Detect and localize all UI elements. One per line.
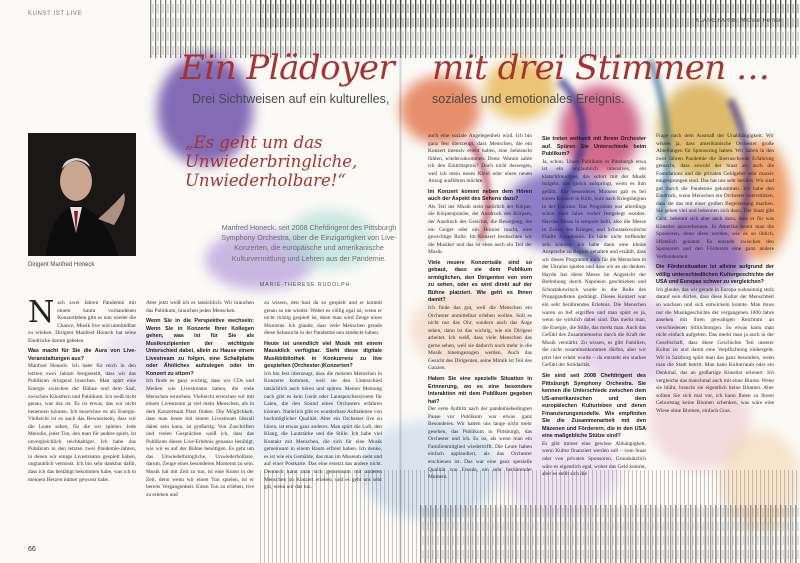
conductor-portrait-image	[28, 133, 136, 256]
page-number: 66	[28, 546, 36, 553]
running-head: KLANG.FARBE. Michael Fernée	[695, 18, 782, 24]
section-label: KUNST IST LIVE	[28, 11, 83, 17]
body-paragraph: Ich bin fest überzeugt, dass die meisten Menschen in Konzerte kommen, weil sie den Unterschied tatsächlich auch hören und spüren. Meiner Meinung nach gibt es kein Gerät oder Lautsprechersystem für Laien, die den Sound eines Orchesters erfahren können. Natürlich gibt es wunderbare Aufnahmen von hochmöglicher Qualität. Aber ein Orchester live zu hören, ist etwas ganz anderes. Man spürt die Luft, den Klang, die Lautstärke und die Stille. Ich habe viel Kontakt mit Menschen, die sich für eine Musik gemeinsam in einem Raum erfreut haben. Ich denke, es ist wie ein Gemälde, das man im Museum sieht und auf einer Postkarte. Das eine ersetzt das andere nicht. Dennoch kann man sich gemeinsam mit anderen Menschen im Konzert erleben, und es geht uns sehr gut, wenn wir das tun.	[264, 370, 382, 491]
interview-question: Im Konzert kommt neben dem Hören auch der Aspekt des Sehens dazu?	[428, 188, 532, 203]
interview-question: Die Fördersituation ist alleine aufgrund der völlig unterschiedlichen Kulturgeschichte der USA und Europas schwer zu vergleichen?	[656, 264, 774, 286]
body-paragraph: Ich finde das gut, weil die Menschen ein Orchester unmittelbar erleben wollen. Soll es nicht nur das Ohr, sondern auch das Auge sehen, dann ist das wichtig, wie ein Dirigent arbeitet. Ich weiß, dass viele Menschen das gerne sehen, weil sie dadurch noch mehr in die Musik hineingezogen werden. Auch das Gesicht des Dirigenten, seine Mimik ist Teil des Ganzen.	[428, 305, 532, 372]
dropcap: N	[28, 300, 55, 330]
body-paragraph: Aber jetzt weiß ich es tatsächlich: Wir brauchen das Publikum, brauchen jeden Menschen.	[146, 300, 254, 314]
interview-question: Haben Sie eine spezielle Situation in Erinnerung, wo es eine besondere Interaktion mit dem Publikum gegeben hat?	[428, 375, 532, 405]
lead-text: ach zwei Jahren Pandemie mit einem kaum vorhandenen Konzertleben gibt es nun wieder die Chance, Musik live und unmittelbar zu erleben. Dirigent Manfred Honeck hat seine Eindrücke darum gebeten.	[28, 300, 136, 344]
interview-question: Was macht für Sie die Aura von Live-Veranstaltungen aus?	[28, 348, 136, 362]
text-column-4	[428, 133, 532, 538]
body-paragraph: zu wissen, den hast du so gespielt und er kommt genau so nie wieder. Wobei es völlig egal ist, wenn er nicht richtig gespielt ist, denn man wird Zeuge eines Moments. Ich glaube, dass viele Menschen gerade diese Sehnsucht in der Pandemie neu entdeckt haben.	[264, 300, 382, 337]
body-paragraph: Es gibt immer eine gewisse Abhängigkeit, wenn Kultur finanziert werden soll – vom Staat oder von privaten Sponsoren. Grundsätzlich wäre es eigentlich egal, woher das Geld kommt, aber es stellt sich die	[542, 440, 646, 478]
article-intro: Manfred Honeck, seit 2008 Chefdirigent des Pittsburgh Symphony Orchestra, über die Einzigartigkeit von Live-Konzerten, die europäische und amerikanische Kulturvermittlung und Lehren aus der Pandemie.	[221, 223, 397, 263]
pull-quote: „Es geht um das Unwiederbringliche, Unwiederholbare!“	[185, 133, 358, 190]
author-byline: MARIE-THERESE RUDOLPH	[259, 282, 351, 288]
interview-question: Viele neuere Konzertsäle sind so gebaut, dass sie dem Publikum ermöglichen, den Dirigenten von vorn zu sehen, oder es wird direkt auf der Bühne platziert. Wie geht es Ihnen damit?	[428, 259, 532, 304]
headline-part1: Ein Plädoyer	[180, 48, 395, 88]
text-column-2	[146, 300, 254, 540]
body-paragraph: Frage nach dem Ausmaß der Unabhängigkeit. Wir wissen ja, dass amerikanische Orchester große Abteilungen für Sponsoring haben. Wir haben in den zwei Jahren Pandemie die überraschende Erfahrung gemacht, dass sowohl der Staat als auch die Foundations und die privaten Geldgeber sehr massiv eingesprungen sind. Das hat uns sehr berührt. Wir sind gut durch die Pandemie gekommen. Ich habe den Eindruck, wenn Menschen ein Orchester unterstützen, dass sie das mit einer großen Begeisterung machen. Sie gehen viel und bekennen sich dazu. Der Staat gibt Geld, bekennt sich aber auch dazu, dass er für was Künstler anzuerkennen. In Amerika kennt man die Sponsoren, denn diese werden, wie es so üblich, öffentlich genannt. Es entsteht zwischen den Sponsoren und den Förderern eine ganz andere Verbundenheit.	[656, 133, 774, 260]
interview-question: Heute ist unendlich viel Musik mit einem Mausklick verfügbar. Steht diese digitale Musikbibliothek in Konkurrenz zu live gespielten (Orchester-)Konzerten?	[264, 340, 382, 370]
body-paragraph: auch eine soziale Angelegenheit wird. Ich bin ganz fest überzeugt, dass Menschen, die ein Konzert intensiv erlebt haben, eine Sehnsucht fühlen, wiederzukommen. Denn: Warum zahle ich den Eintrittspreis? Doch nicht deswegen, weil ich mein neues Kleid oder einen neuen Anzug ausführen möchte.	[428, 133, 532, 185]
subhead-part1: Drei Sichtweisen auf ein kulturelles,	[192, 92, 390, 106]
interview-question: Wenn Sie in die Perspektive wechseln: Wenn Sie in Konzerte Ihrer Kollegen gehen, was ist für Sie als Musikrezipienten der wichtigste Unterschied dabei, allein zu Hause einem Livestream zu folgen, eine Schallplatte oder Ähnliches aufzulegen oder im Konzert zu sitzen?	[146, 318, 254, 377]
text-column-3	[264, 300, 382, 540]
interview-question: Sie sind seit 2008 Chefdirigent des Pittsburgh Symphony Orchestra. Sie kennen die Unterschiede zwischen dem US-amerikanischen und dem europäischen Kulturleben und deren Finanzierungsmodelle. Wie empfinden Sie die Zusammenarbeit mit den Mäzenen und Förderern, die in den USA eine maßgebliche Stütze sind?	[542, 372, 646, 440]
text-column-1	[28, 300, 136, 540]
body-paragraph: Manfred Honeck: Ich habe für mich in den letzten zwei Jahren festgestellt, dass wir das Publikum dringend brauchen. Man spürt eine Energie zwischen der Bühne und dem Saal, zwischen Künstlern und Publikum. Ich weiß nicht genau, was das ist. Es ist etwas, das wir nicht benennen können. Ich bezeichne es als Energie. Vielleicht ist es auch das Bewusstsein, dass wir die Leute sehen, für die wir spielen. Jede Melodie, jeder Ton, den man für andere spielt, ist unvergleichlich reichhaltiger. Ich habe das Publikum in den letzten zwei Pandemie-Jahren, in denen wir einige Livestreams gespielt haben, unglaublich vermisst. Ich bin sehr dankbar dafür, dass ich das bestätigt bekommen habe, was ich in meinem Herzen immer gewusst habe.	[28, 363, 136, 483]
body-paragraph: Ja, schon. Unser Publikum in Pittsburgh etwa ist ein unglaublich intensives, ein klatschfreudiges, das sofort mit der Musik mitgeht, das gleich aufspringt, wenn es ihm gefällt. Ein besonderes Moment gab es bei einem Konzert in Köln, kurz nach Kriegsbeginn in der Ukraine. Das Programm war allerdings schon zwei Jahre vorher festgelegt worden: Haydns Missa in tempore belli, also die Messe in Zeiten des Krieges, und Schostakowitschs Fünfte Symphonie. Es hätte nicht treffender sein können. Ich habe dann eine kleine Ansprache zu Beginn gehalten und erzählt, dass wir dieses Programm auch für die Menschen in der Ukraine spielen und dass wir an sie denken. Haydn hat diese Messe im Angesicht der Bedrohung durch Napoleon geschrieben und Schostakowitsch wurde in die Rolle des Propagandisten gedrängt. Dieses Konzert war ein sehr berührendes Erlebnis. Die Menschen waren so tief ergriffen und man spürt es ja, wenn sie wirklich dabei sind. Das merkt man, die Energie, die Stille, das merkt man. Auch das Gefühl des Zusammenseins durch die Kraft der Musik verstärkt. Zu wissen, es gibt Familien, die nicht zusammenkommen dürfen, aber wir jetzt hier erlebt wurde – da entsteht ein starkes Gefühl der Solidarität.	[542, 158, 646, 369]
body-paragraph: Ich finde es ganz wichtig, dass wir CDs und Medien wie Livestreams haben, die viele Menschen erreichen. Vielleicht erreichen wir mit einem Livestream ja viel mehr Menschen, als in dem Konzertsaal Platz finden. Die Möglichkeit, dass man heute mit einem Livestream überall dabei sein kann, ist großartig. Von Zuschriften und vielen Gesprächen weiß ich, dass das Publikum dieses Live-Erlebnis genauso benötigt, wie wir es auf der Bühne benötigen. Es geht um das Unwiederbringliche, Unwiederholbare, darum, Zeuge eines besonderen Moments zu sein. Musik hat mit Zeit zu tun, ist eine Kunst in der Zeit, denn wenn wir einen Ton spielen, ist er bereits Vergangenheit. Einen Ton zu erleben, live zu erleben und	[146, 378, 254, 498]
page-gutter	[399, 0, 402, 563]
text-column-6	[656, 133, 774, 538]
text-column-5	[542, 133, 646, 538]
photo-caption: Dirigent Manfred Honeck	[28, 262, 95, 268]
interview-question: Sie treten weltweit mit Ihrem Orchester auf. Spüren Sie Unterschiede beim Publikum?	[542, 136, 646, 158]
body-paragraph: Ich glaube, das wir gerade in Europa wahnsinnig stolz darauf sein dürfen, dass diese Kultur der Menschheit so wachsen und sich entwickeln konnte. Man muss nur die Musikgeschichte der vergangenen 1000 Jahre ansehen mit ihren gewaltigen Reichtum an verschiedenen Stilrichtungen. So etwas kann man nicht einfach aufgeben. Das merkt man ja auch in der Gesellschaft, dass diese Geschichte Teil unserer Kultur ist und damit eine Verpflichtung einhergeht. Wir in Salzburg spürt man das ganz besonders, wenn man die Stadt betritt. Man kann Kulturraum oder ein Denkmal, das an großartige Künstler erinnert. Ich vergleiche das manchmal auch mit einer Blume. Wenn sie blüht, braucht sie eigentlich keine Blumen. Aber sollten Sie sich mal vor, ich kann Ihnen zu Ihrem Geburtstag keine Blumen schenken, was wäre eine Wiese ohne Blumen, einfach Gras.	[656, 286, 774, 414]
headline-part2: mit drei Stimmen …	[432, 48, 770, 88]
body-paragraph: Der erste Auftritt nach der pandemiebedingten Pause vor Publikum war etwas ganz Besonderes. Wir hatten uns lange nicht mehr gesehen, das Publikum in Pittsburgh, das Orchester und ich. Es ist, als wenn man ein Familienmitglied wiedertrifft. Die Leute haben einfach applaudiert, als das Orchester erschienen ist. Das war eine ganz spezielle Qualität von Freude, ein sehr berührender Moment.	[428, 406, 532, 481]
subhead-part2: soziales und emotionales Ereignis.	[432, 92, 625, 106]
portrait-photo	[28, 133, 136, 256]
body-paragraph: Als Teil der Musik sieht natürlich der Körper, die Körpersprache, der Ausdruck des Körpers, der Ausdruck des Gesichts, die Bewegung, die ein Geiger oder ein Hornist macht, eine gewichtige Rolle. Im Konzert beobachten wir die Musiker und das ist eben auch ein Teil der Musik.	[428, 203, 532, 256]
